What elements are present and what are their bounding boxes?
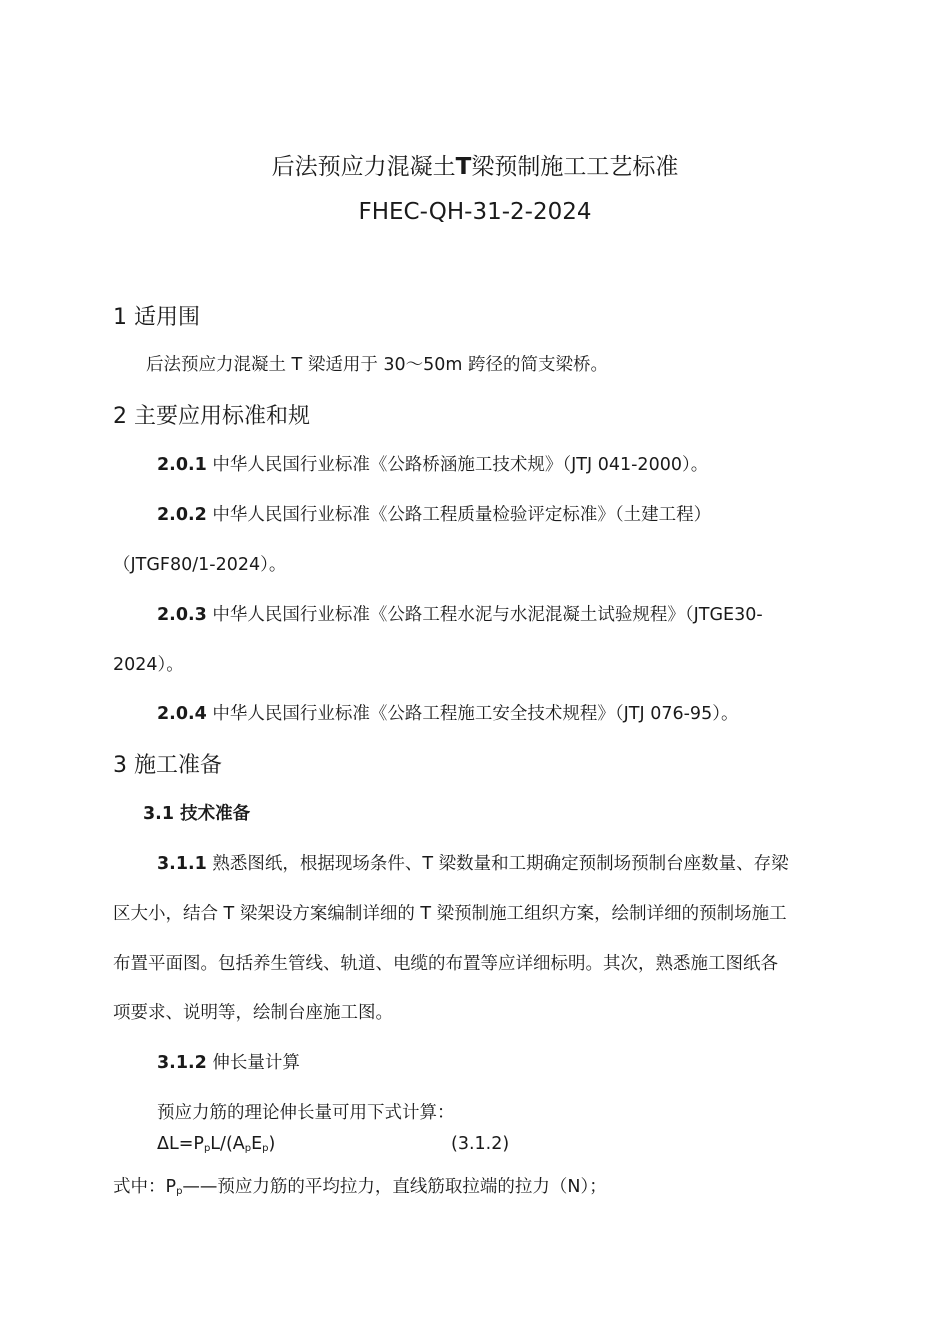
- subsection-heading: 3.1 技术准备: [143, 804, 251, 824]
- section-3-heading: 3 施工准备: [113, 753, 222, 778]
- formula-number: (3.1.2): [451, 1134, 510, 1154]
- section-1-heading: 1 适用围: [113, 305, 200, 330]
- section-2-heading: 2 主要应用标准和规: [113, 404, 310, 429]
- formula-where: 式中：$P_p——$预应力筋的平均拉力，直线筋取拉端的拉力（N）；: [113, 1177, 607, 1197]
- paragraph-line: 区大小，结合 T 梁架设方案编制详细的 T 梁预制施工组织方案，绘制详细的预制场施工: [113, 904, 787, 924]
- standard-item: [157, 451, 708, 476]
- subsection-item: 3.1.2 伸长量计算: [157, 1053, 300, 1073]
- paragraph-line: 项要求、说明等，绘制台座施工图。: [113, 1003, 393, 1023]
- item-text: 中华人民国行业标准《公路工程施工安全技术规程》（JTJ 076-95）。: [206, 704, 739, 724]
- item-continuation: 2024）。: [113, 655, 184, 675]
- item-number: 2.0.1: [157, 455, 207, 475]
- standard-item: [157, 501, 711, 526]
- item-number: 2.0.3: [157, 605, 207, 625]
- paragraph-line: 3.1.1 熟悉图纸，根据现场条件、T 梁数量和工期确定预制场预制台座数量、存梁: [157, 854, 789, 874]
- section-1-text: 后法预应力混凝土 T 梁适用于 30～50m 跨径的简支梁桥。: [146, 355, 609, 375]
- document-title: 后法预应力混凝土T梁预制施工工艺标准: [271, 154, 679, 180]
- document-code: FHEC-QH-31-2-2024: [358, 199, 592, 225]
- item-number: 2.0.4: [157, 704, 207, 724]
- formula-intro: 预应力筋的理论伸长量可用下式计算：: [157, 1103, 455, 1123]
- item-text: 中华人民国行业标准《公路工程质量检验评定标准》（土建工程）: [206, 505, 712, 525]
- paragraph-number: 3.1.2: [157, 1053, 207, 1073]
- formula: $\Delta L=P_pL/(A_pE_p)$: [157, 1134, 276, 1154]
- paragraph-line: 布置平面图。包括养生管线、轨道、电缆的布置等应详细标明。其次，熟悉施工图纸各: [113, 954, 778, 974]
- item-text: 中华人民国行业标准《公路桥涵施工技术规》（JTJ 041-2000）。: [206, 455, 709, 475]
- standard-item: [157, 700, 738, 725]
- paragraph-number: 3.1.1: [157, 854, 207, 874]
- item-number: 2.0.2: [157, 505, 207, 525]
- standard-item: [157, 601, 763, 626]
- item-continuation: （JTGF80/1-2024）。: [113, 555, 287, 575]
- item-text: 中华人民国行业标准《公路工程水泥与水泥混凝土试验规程》（JTGE30-: [206, 605, 763, 625]
